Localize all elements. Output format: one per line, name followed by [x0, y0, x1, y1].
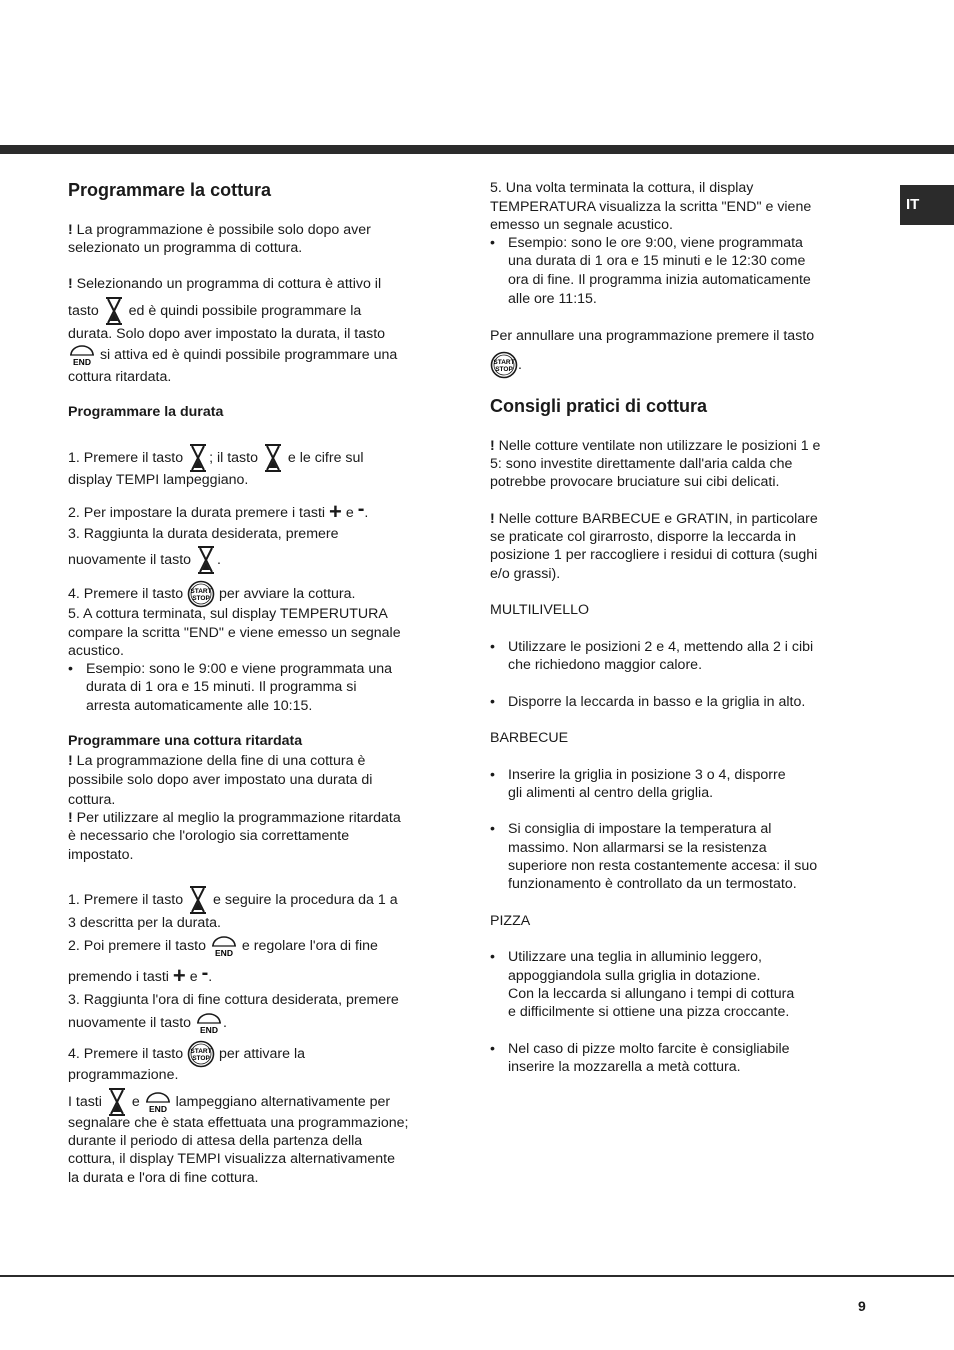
svg-text:END: END: [214, 948, 233, 958]
durata-example-line-2: durata di 1 ora e 15 minuti. Il programma si: [86, 679, 357, 695]
pizza-bullet-2-line-1: Nel caso di pizze molto farcite è consigliabile: [508, 1041, 790, 1057]
ritardata-note-line-4: ! Per utilizzare al meglio la programmazione ritardata: [68, 810, 401, 826]
hourglass-icon[interactable]: [262, 444, 284, 472]
ritardata-step-4-line-2: programmazione.: [68, 1067, 179, 1083]
ritardata-step-3-line-1: 3. Raggiunta l'ora di fine cottura desiderata, premere: [68, 992, 399, 1008]
ritardata-step-5-line-4: cottura, il display TEMPI visualizza alternativamente: [68, 1151, 395, 1167]
svg-text:END: END: [200, 1025, 218, 1035]
pizza-bullet-1-line-1: Utilizzare una teglia in alluminio leggero,: [508, 949, 762, 965]
cancel-icon-line: START STOP .: [490, 351, 522, 379]
svg-text:START: START: [493, 359, 515, 366]
right-example-line-1: Esempio: sono le ore 9:00, viene programmata: [508, 235, 803, 251]
ritardata-note-line-3: cottura.: [68, 792, 116, 808]
minus-icon[interactable]: -: [201, 962, 209, 984]
ritardata-step-5: I tasti e END lampeggiano alternativamente per: [68, 1088, 390, 1116]
pizza-bullet-1-line-3: Con la leccarda si allungano i tempi di cottura: [508, 986, 795, 1002]
svg-text:START: START: [190, 588, 212, 595]
end-icon[interactable]: [210, 934, 238, 958]
durata-step-5-line-2: compare la scritta "END" e viene emesso un segnale: [68, 625, 401, 641]
page-number: 9: [858, 1298, 866, 1314]
tip-1-line-1: ! Nelle cotture ventilate non utilizzare le posizioni 1 e: [490, 438, 821, 454]
tip-2-line-4: e/o grassi).: [490, 566, 561, 582]
durata-example-line-3: arresta automaticamente alle 10:15.: [86, 698, 313, 714]
durata-step-1: 1. Premere il tasto ; il tasto e le cifre sul: [68, 444, 364, 472]
svg-text:END: END: [73, 357, 91, 367]
tip-1-line-2: 5: sono investite direttamente dall'aria calda che: [490, 456, 793, 472]
ritardata-step-2: 2. Poi premere il tasto END e regolare l'ora di fine: [68, 934, 378, 958]
subheading-durata: Programmare la durata: [68, 404, 224, 420]
svg-text:END: END: [148, 1104, 167, 1114]
hourglass-icon[interactable]: [106, 1088, 128, 1116]
pizza-bullet-2-line-2: inserire la mozzarella a metà cottura.: [508, 1059, 741, 1075]
durata-step-2: 2. Per impostare la durata premere i tasti + e -.: [68, 498, 369, 524]
note-2-line-5: cottura ritardata.: [68, 369, 172, 385]
bbq-bullet-1-line-2: gli alimenti al centro della griglia.: [508, 785, 714, 801]
exclamation-icon: !: [68, 276, 73, 292]
subheading-ritardata: Programmare una cottura ritardata: [68, 733, 303, 749]
bullet-dot: •: [490, 694, 495, 710]
multi-bullet-2: Disporre la leccarda in basso e la griglia in alto.: [508, 694, 806, 710]
start-stop-icon[interactable]: [187, 1040, 215, 1068]
start-stop-icon[interactable]: [490, 351, 518, 379]
durata-step-3-line-2: nuovamente il tasto .: [68, 546, 221, 574]
multi-bullet-1-line-1: Utilizzare le posizioni 2 e 4, mettendo alla 2 i cibi: [508, 639, 814, 655]
exclamation-icon: !: [68, 222, 73, 238]
heading-pizza: PIZZA: [490, 913, 531, 929]
exclamation-icon: !: [68, 810, 73, 826]
right-example-line-2: una durata di 1 ora e 15 minuti e le 12:30 come: [508, 253, 806, 269]
note-1-line-2: selezionato un programma di cottura.: [68, 240, 303, 256]
right-example-line-4: alle ore 11:15.: [508, 291, 597, 307]
bullet-dot: •: [490, 949, 495, 965]
note-2-line-3: durata. Solo dopo aver impostato la durata, il tasto: [68, 326, 386, 342]
section-title-consigli: Consigli pratici di cottura: [490, 396, 708, 416]
exclamation-icon: !: [68, 753, 73, 769]
durata-step-1-line-2: display TEMPI lampeggiano.: [68, 472, 249, 488]
bbq-bullet-2-line-1: Si consiglia di impostare la temperatura al: [508, 821, 772, 837]
top-bar: [0, 145, 954, 154]
exclamation-icon: !: [490, 438, 495, 454]
ritardata-step-3-line-2: nuovamente il tasto END .: [68, 1011, 227, 1035]
plus-icon[interactable]: +: [172, 963, 186, 988]
note-2-line-1: ! Selezionando un programma di cottura è attivo il: [68, 276, 382, 292]
ritardata-step-5-line-5: la durata e l'ora di fine cottura.: [68, 1170, 259, 1186]
exclamation-icon: !: [490, 511, 495, 527]
note-2-line-2: tasto ed è quindi possibile programmare la: [68, 297, 361, 325]
bullet-dot: •: [490, 639, 495, 655]
tip-2-line-1: ! Nelle cotture BARBECUE e GRATIN, in particolare: [490, 511, 818, 527]
durata-step-3-line-1: 3. Raggiunta la durata desiderata, premere: [68, 526, 339, 542]
bullet-dot: •: [68, 661, 73, 677]
minus-icon[interactable]: -: [357, 498, 365, 520]
durata-step-5-line-1: 5. A cottura terminata, sul display TEMPERUTURA: [68, 606, 388, 622]
pizza-bullet-1-line-2: appoggiandola sulla griglia in dotazione.: [508, 968, 761, 984]
hourglass-icon[interactable]: [187, 886, 209, 914]
bbq-bullet-2-line-2: massimo. Non allarmarsi se la resistenza: [508, 840, 767, 856]
heading-multilivello: MULTILIVELLO: [490, 602, 590, 618]
end-icon[interactable]: [144, 1090, 172, 1114]
svg-text:STOP: STOP: [192, 595, 210, 602]
right-step-5-line-1: 5. Una volta terminata la cottura, il display: [490, 180, 754, 196]
start-stop-icon[interactable]: [187, 580, 215, 608]
durata-example-line-1: Esempio: sono le 9:00 e viene programmata una: [86, 661, 393, 677]
ritardata-step-4: 4. Premere il tasto START STOP per attivare la: [68, 1040, 305, 1068]
ritardata-step-2-line-2: premendo i tasti + e -.: [68, 962, 213, 988]
bullet-dot: •: [490, 767, 495, 783]
bbq-bullet-1-line-1: Inserire la griglia in posizione 3 o 4, disporre: [508, 767, 786, 783]
ritardata-step-1: 1. Premere il tasto e seguire la procedura da 1 a: [68, 886, 398, 914]
cancel-text: Per annullare una programmazione premere il tasto: [490, 328, 815, 344]
language-tab: IT: [900, 185, 954, 225]
ritardata-note-line-2: possibile solo dopo aver impostato una durata di: [68, 772, 373, 788]
bottom-rule: [0, 1275, 954, 1277]
svg-text:STOP: STOP: [192, 1055, 210, 1062]
note-2-line-4: END si attiva ed è quindi possibile programmare una: [68, 343, 397, 367]
right-example-line-3: ora di fine. Il programma inizia automaticamente: [508, 272, 811, 288]
tip-1-line-3: potrebbe provocare bruciature sui cibi delicati.: [490, 474, 780, 490]
section-title-programmare: Programmare la cottura: [68, 180, 272, 200]
bullet-dot: •: [490, 821, 495, 837]
bbq-bullet-2-line-4: funzionamento è controllato da un termostato.: [508, 876, 797, 892]
right-step-5-line-3: emesso un segnale acustico.: [490, 217, 673, 233]
multi-bullet-1-line-2: che richiedono maggior calore.: [508, 657, 703, 673]
end-icon[interactable]: [195, 1011, 223, 1035]
end-icon[interactable]: [68, 343, 96, 367]
bullet-dot: •: [490, 235, 495, 251]
ritardata-note-line-6: impostato.: [68, 847, 134, 863]
durata-step-4: 4. Premere il tasto START STOP per avviare la cottura.: [68, 580, 355, 608]
tip-2-line-2: se praticate col girarrosto, disporre la leccarda in: [490, 529, 796, 545]
right-step-5-line-2: TEMPERATURA visualizza la scritta "END" e viene: [490, 199, 812, 215]
svg-text:START: START: [190, 1048, 212, 1055]
bullet-dot: •: [490, 1041, 495, 1057]
hourglass-icon[interactable]: [103, 297, 125, 325]
heading-barbecue: BARBECUE: [490, 730, 569, 746]
tip-2-line-3: posizione 1 per raccogliere i residui di cottura (sughi: [490, 547, 818, 563]
ritardata-step-5-line-3: durante il periodo di attesa della partenza della: [68, 1133, 363, 1149]
ritardata-step-5-line-2: segnalare che è stata effettuata una programmazione;: [68, 1115, 409, 1131]
durata-step-5-line-3: acustico.: [68, 643, 124, 659]
plus-icon[interactable]: +: [329, 499, 342, 524]
hourglass-icon[interactable]: [195, 546, 217, 574]
note-1-line-1: ! La programmazione è possibile solo dopo aver: [68, 222, 371, 238]
hourglass-icon[interactable]: [187, 444, 209, 472]
bbq-bullet-2-line-3: superiore non resta costantemente accesa: il suo: [508, 858, 818, 874]
pizza-bullet-1-line-4: e difficilmente si ottiene una pizza croccante.: [508, 1004, 790, 1020]
svg-text:STOP: STOP: [495, 366, 513, 373]
ritardata-note-line-1: ! La programmazione della fine di una cottura è: [68, 753, 366, 769]
ritardata-note-line-5: è necessario che l'orologio sia correttamente: [68, 828, 350, 844]
ritardata-step-1-line-2: 3 descritta per la durata.: [68, 915, 221, 931]
